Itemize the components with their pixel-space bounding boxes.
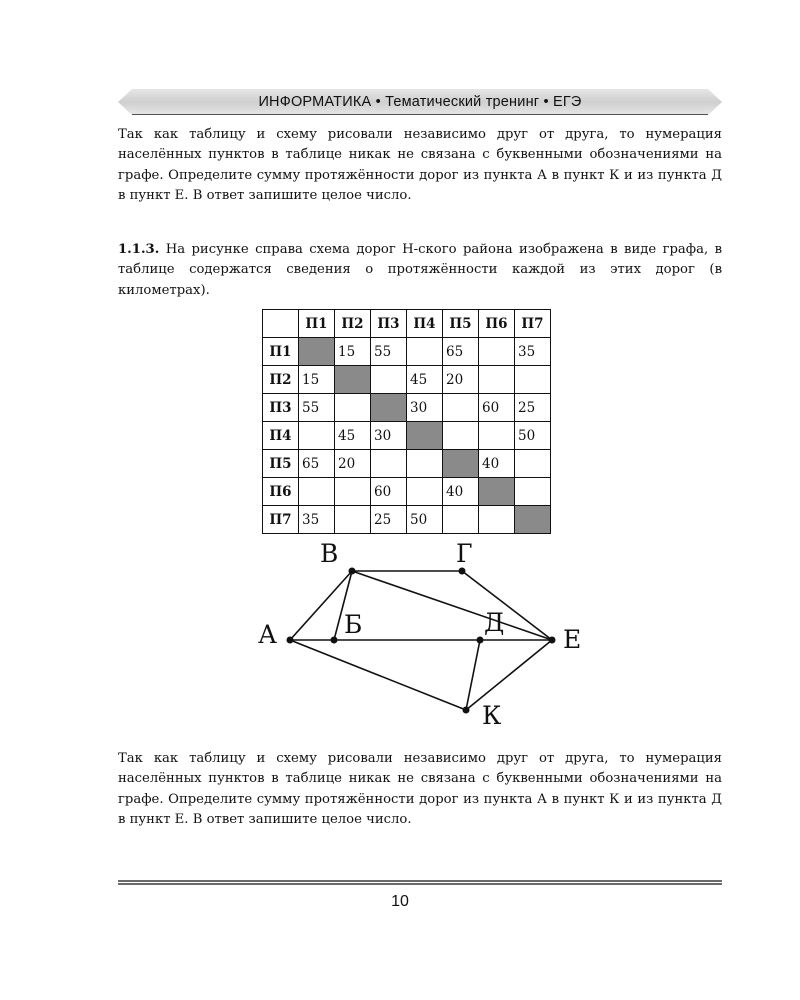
- diagonal-cell: [407, 422, 443, 450]
- table-cell: 40: [479, 450, 515, 478]
- row-header: П4: [263, 422, 299, 450]
- table-corner-cell: [263, 310, 299, 338]
- edge-A-K: [290, 640, 466, 710]
- diagonal-cell: [515, 506, 551, 534]
- table-cell: 30: [407, 394, 443, 422]
- row-header: П6: [263, 478, 299, 506]
- table-cell: 65: [299, 450, 335, 478]
- table-cell: [479, 422, 515, 450]
- edge-V-E: [352, 571, 552, 640]
- table-cell: 35: [299, 506, 335, 534]
- edge-G-E: [462, 571, 552, 640]
- header-title: ИНФОРМАТИКА • Тематический тренинг • ЕГЭ: [258, 94, 582, 110]
- vertex-G: [459, 568, 466, 575]
- table-cell: [479, 338, 515, 366]
- task-number: 1.1.3.: [118, 242, 160, 257]
- column-header: П4: [407, 310, 443, 338]
- footer-rule: [118, 880, 722, 885]
- row-header: П3: [263, 394, 299, 422]
- table-cell: 20: [443, 366, 479, 394]
- table-row: [263, 506, 551, 534]
- diagonal-cell: [299, 338, 335, 366]
- row-header: П5: [263, 450, 299, 478]
- column-header: П1: [299, 310, 335, 338]
- table-cell: [407, 450, 443, 478]
- table-cell: [335, 478, 371, 506]
- vertex-B: [331, 637, 338, 644]
- paragraph-top: Так как таблицу и схему рисовали независимо друг от друга, то нумерация населённых пунктов в таблице никак не связана с буквенными обозначениями на графе. Определите сумму протяжённости дорог из пункта А в пункт К и из пункта Д в пункт Е. В ответ запишите целое число.: [118, 127, 722, 203]
- row-header: П7: [263, 506, 299, 534]
- table-cell: [443, 422, 479, 450]
- table-cell: 40: [443, 478, 479, 506]
- table-row: [263, 394, 551, 422]
- table-cell: [299, 478, 335, 506]
- table-cell: 15: [299, 366, 335, 394]
- road-graph: [250, 538, 600, 733]
- table-cell: 55: [299, 394, 335, 422]
- table-cell: [407, 338, 443, 366]
- table-cell: 25: [371, 506, 407, 534]
- table-cell: 35: [515, 338, 551, 366]
- page-number: 10: [391, 893, 409, 910]
- vertex-label-E: Е: [563, 625, 582, 654]
- table-cell: 50: [515, 422, 551, 450]
- diagonal-cell: [479, 478, 515, 506]
- table-cell: 55: [371, 338, 407, 366]
- paragraph-bottom: Так как таблицу и схему рисовали независимо друг от друга, то нумерация населённых пунктов в таблице никак не связана с буквенными обозначениями на графе. Определите сумму протяжённости дорог из пункта А в пункт К и из пункта Д в пункт Е. В ответ запишите целое число.: [118, 751, 722, 827]
- table-cell: [299, 422, 335, 450]
- table-cell: [335, 506, 371, 534]
- table-cell: [371, 366, 407, 394]
- column-header: П7: [515, 310, 551, 338]
- vertex-label-V: В: [320, 539, 339, 568]
- diagonal-cell: [443, 450, 479, 478]
- column-header: П2: [335, 310, 371, 338]
- table-cell: 15: [335, 338, 371, 366]
- table-cell: [407, 478, 443, 506]
- table-cell: [443, 506, 479, 534]
- vertex-A: [287, 637, 294, 644]
- vertex-V: [349, 568, 356, 575]
- diagonal-cell: [335, 366, 371, 394]
- table-cell: 60: [479, 394, 515, 422]
- table-row: [263, 338, 551, 366]
- table-row: [263, 478, 551, 506]
- table-cell: 50: [407, 506, 443, 534]
- page-header: [118, 89, 722, 115]
- table-cell: [371, 450, 407, 478]
- table-cell: [335, 394, 371, 422]
- column-header: П6: [479, 310, 515, 338]
- row-header: П1: [263, 338, 299, 366]
- table-row: [263, 422, 551, 450]
- table-cell: 25: [515, 394, 551, 422]
- vertex-label-B: Б: [344, 610, 363, 639]
- table-cell: [515, 478, 551, 506]
- table-cell: 45: [335, 422, 371, 450]
- table-cell: 65: [443, 338, 479, 366]
- vertex-label-G: Г: [456, 539, 473, 568]
- edge-K-E: [466, 640, 552, 710]
- row-header: П2: [263, 366, 299, 394]
- table-cell: 20: [335, 450, 371, 478]
- table-header-row: [263, 310, 551, 338]
- vertex-D: [477, 637, 484, 644]
- table-cell: 60: [371, 478, 407, 506]
- table-cell: [479, 366, 515, 394]
- vertex-label-D: Д: [484, 608, 505, 637]
- task-statement: [118, 240, 722, 301]
- distance-table: [262, 309, 551, 534]
- column-header: П5: [443, 310, 479, 338]
- vertex-label-A: А: [258, 620, 277, 649]
- table-cell: [479, 506, 515, 534]
- column-header: П3: [371, 310, 407, 338]
- vertex-K: [463, 707, 470, 714]
- vertex-E: [549, 637, 556, 644]
- table-row: [263, 366, 551, 394]
- table-cell: [515, 450, 551, 478]
- diagonal-cell: [371, 394, 407, 422]
- table-cell: 30: [371, 422, 407, 450]
- table-cell: [515, 366, 551, 394]
- task-text: На рисунке справа схема дорог Н-ского района изображена в виде графа, в таблице содержатся сведения о протяжённости каждой из этих дорог (в километрах).: [118, 242, 722, 298]
- table-cell: 45: [407, 366, 443, 394]
- table-row: [263, 450, 551, 478]
- vertex-label-K: К: [482, 701, 502, 730]
- table-cell: [443, 394, 479, 422]
